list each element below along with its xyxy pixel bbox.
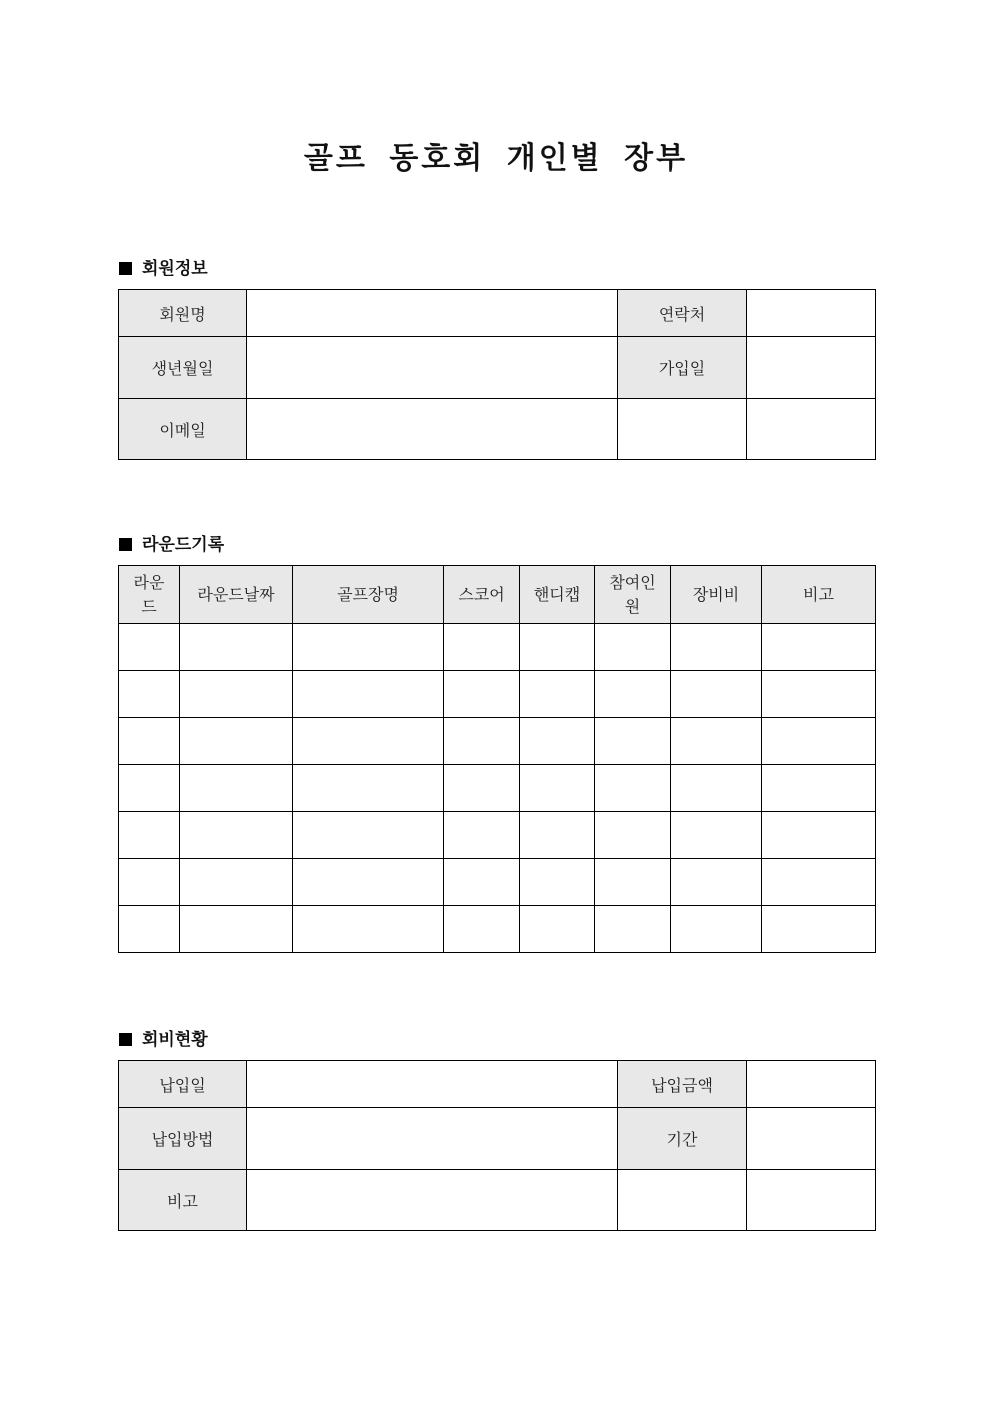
fee-section-heading — [119, 1025, 208, 1050]
round-cell[interactable] — [119, 671, 180, 718]
round-cell[interactable] — [671, 859, 762, 906]
round-cell[interactable] — [595, 718, 671, 765]
member-section-heading — [119, 254, 208, 279]
round-cell[interactable] — [119, 859, 180, 906]
round-cell[interactable] — [671, 718, 762, 765]
column-header-handicap: 핸디캡 — [520, 566, 595, 624]
round-cell[interactable] — [293, 718, 444, 765]
join-date-label: 가입일 — [618, 337, 747, 399]
pay-method-label: 납입방법 — [119, 1108, 247, 1170]
column-header-score: 스코어 — [444, 566, 520, 624]
column-header-course-name: 골프장명 — [293, 566, 444, 624]
square-bullet-icon — [119, 538, 132, 551]
round-cell[interactable] — [293, 624, 444, 671]
round-cell[interactable] — [293, 671, 444, 718]
round-cell[interactable] — [762, 718, 876, 765]
pay-date-label: 납입일 — [119, 1061, 247, 1108]
empty-cell — [618, 1170, 747, 1231]
table-row — [119, 859, 876, 906]
member-section-title: 회원정보 — [142, 259, 208, 279]
round-cell[interactable] — [444, 718, 520, 765]
column-header-round: 라운드 — [119, 566, 180, 624]
email-field[interactable] — [247, 399, 618, 460]
round-cell[interactable] — [671, 765, 762, 812]
round-cell[interactable] — [520, 906, 595, 953]
round-cell[interactable] — [444, 765, 520, 812]
round-cell[interactable] — [444, 906, 520, 953]
amount-field[interactable] — [747, 1061, 876, 1108]
fee-status-table — [118, 1060, 876, 1231]
empty-cell — [747, 1170, 876, 1231]
square-bullet-icon — [119, 1033, 132, 1046]
pay-date-field[interactable] — [247, 1061, 618, 1108]
round-cell[interactable] — [671, 812, 762, 859]
round-cell[interactable] — [671, 906, 762, 953]
round-cell[interactable] — [444, 812, 520, 859]
round-cell[interactable] — [293, 859, 444, 906]
round-cell[interactable] — [293, 812, 444, 859]
column-header-equipment-cost: 장비비 — [671, 566, 762, 624]
round-cell[interactable] — [595, 812, 671, 859]
round-cell[interactable] — [520, 624, 595, 671]
round-cell[interactable] — [180, 906, 293, 953]
table-row — [119, 671, 876, 718]
member-info-table — [118, 289, 876, 460]
round-cell[interactable] — [119, 718, 180, 765]
round-cell[interactable] — [444, 671, 520, 718]
join-date-field[interactable] — [747, 337, 876, 399]
fee-note-field[interactable] — [247, 1170, 618, 1231]
round-cell[interactable] — [762, 624, 876, 671]
round-cell[interactable] — [762, 671, 876, 718]
round-cell[interactable] — [595, 906, 671, 953]
contact-label: 연락처 — [618, 290, 747, 337]
round-section-heading — [119, 530, 224, 555]
round-section-title: 라운드기록 — [142, 535, 225, 555]
round-cell[interactable] — [180, 812, 293, 859]
round-cell[interactable] — [762, 765, 876, 812]
period-label: 기간 — [618, 1108, 747, 1170]
round-cell[interactable] — [119, 906, 180, 953]
table-row — [119, 906, 876, 953]
fee-note-label: 비고 — [119, 1170, 247, 1231]
round-cell[interactable] — [119, 812, 180, 859]
column-header-participants: 참여인원 — [595, 566, 671, 624]
column-header-note: 비고 — [762, 566, 876, 624]
round-cell[interactable] — [520, 812, 595, 859]
round-cell[interactable] — [520, 718, 595, 765]
table-row — [119, 765, 876, 812]
round-cell[interactable] — [180, 765, 293, 812]
member-name-field[interactable] — [247, 290, 618, 337]
round-cell[interactable] — [762, 859, 876, 906]
email-label: 이메일 — [119, 399, 247, 460]
round-cell[interactable] — [444, 624, 520, 671]
round-cell[interactable] — [595, 859, 671, 906]
birthdate-field[interactable] — [247, 337, 618, 399]
round-cell[interactable] — [520, 765, 595, 812]
member-name-label: 회원명 — [119, 290, 247, 337]
contact-field[interactable] — [747, 290, 876, 337]
pay-method-field[interactable] — [247, 1108, 618, 1170]
birthdate-label: 생년월일 — [119, 337, 247, 399]
round-cell[interactable] — [180, 718, 293, 765]
empty-cell — [747, 399, 876, 460]
round-cell[interactable] — [444, 859, 520, 906]
amount-label: 납입금액 — [618, 1061, 747, 1108]
round-cell[interactable] — [180, 859, 293, 906]
round-cell[interactable] — [293, 906, 444, 953]
fee-section-title: 회비현황 — [142, 1030, 208, 1050]
round-cell[interactable] — [180, 671, 293, 718]
round-cell[interactable] — [520, 859, 595, 906]
table-row — [119, 718, 876, 765]
round-cell[interactable] — [595, 624, 671, 671]
round-cell[interactable] — [119, 624, 180, 671]
round-cell[interactable] — [119, 765, 180, 812]
table-row — [119, 624, 876, 671]
round-cell[interactable] — [671, 624, 762, 671]
round-record-table — [118, 565, 876, 953]
document-title: 골프 동호회 개인별 장부 — [303, 141, 689, 176]
round-cell[interactable] — [762, 812, 876, 859]
round-cell[interactable] — [595, 765, 671, 812]
round-cell[interactable] — [671, 671, 762, 718]
square-bullet-icon — [119, 262, 132, 275]
column-header-round-date: 라운드날짜 — [180, 566, 293, 624]
round-cell[interactable] — [595, 671, 671, 718]
round-cell[interactable] — [520, 671, 595, 718]
round-cell[interactable] — [762, 906, 876, 953]
period-field[interactable] — [747, 1108, 876, 1170]
table-row — [119, 812, 876, 859]
empty-cell — [618, 399, 747, 460]
round-cell[interactable] — [293, 765, 444, 812]
round-cell[interactable] — [180, 624, 293, 671]
